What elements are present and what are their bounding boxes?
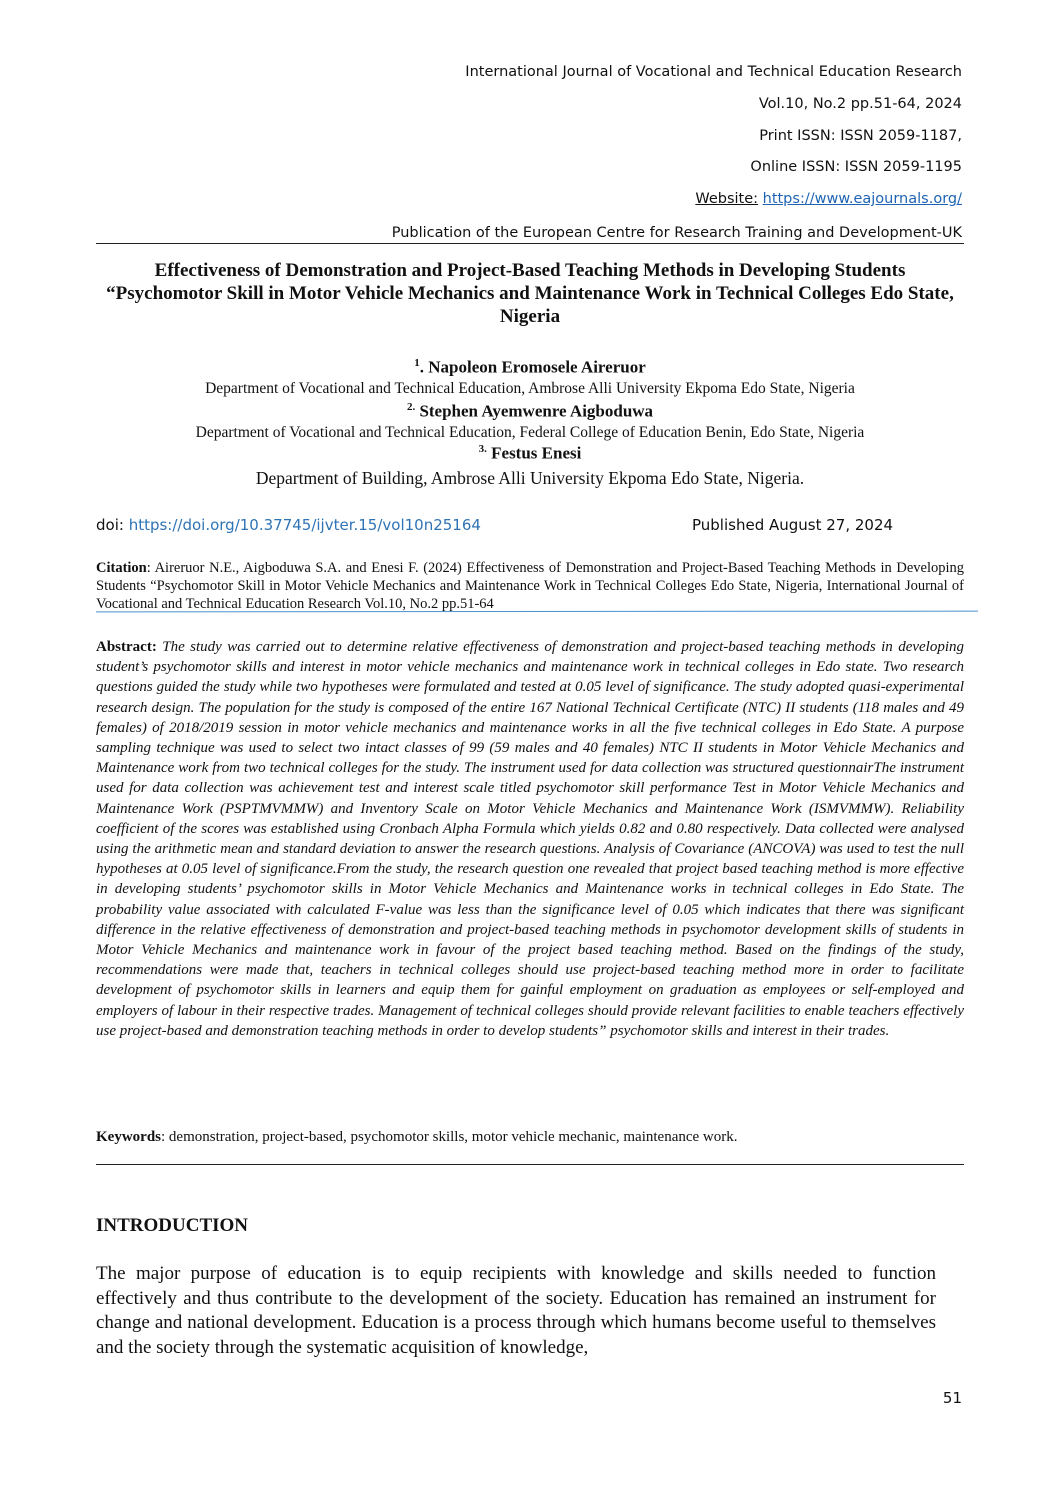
website-line	[695, 191, 962, 207]
website-link[interactable]: https://www.eajournals.org/	[762, 191, 962, 207]
author-1-dept: Department of Vocational and Technical Education, Ambrose Alli University Ekpoma Edo State, Nigeria	[205, 380, 855, 397]
author-1-sep: .	[419, 357, 429, 377]
citation-text: : Aireruor N.E., Aigboduwa S.A. and Enesi F. (2024) Effectiveness of Demonstration and Project-Based Teaching Methods in Developing Students “Psychomotor Skill in Motor Vehicle Mechanics and Maintenance Work in Technical Colleges Edo State, Nigeria, International Journal of Vocational and Technical Education Research Vol.10, No.2 pp.51-64	[96, 560, 964, 612]
author-1-number: 1	[414, 357, 420, 369]
journal-name: International Journal of Vocational and Technical Education Research	[465, 64, 962, 80]
volume-info: Vol.10, No.2 pp.51-64, 2024	[758, 96, 962, 112]
author-1	[96, 357, 964, 378]
author-2	[96, 401, 964, 422]
page-number: 51	[942, 1389, 962, 1407]
author-2-number: 2.	[406, 401, 416, 413]
citation-label: Citation	[96, 560, 147, 576]
doi-link[interactable]: https://doi.org/10.37745/ijvter.15/vol10n25164	[128, 516, 481, 534]
abstract-text: The study was carried out to determine relative effectiveness of demonstration and project-based teaching methods in developing student’s psychomotor skills and interest in motor vehicle mechanics and maintenance work in technical colleges in Edo state. Two research questions guided the study while two hypotheses were formulated and tested at 0.05 level of significance. The study adopted quasi-experimental research design. The population for the study is composed of the entire 167 National Technical Certificate (NTC) II students (118 males and 49 females) of 2018/2019 session in motor vehicle mechanics and maintenance works in all the five technical colleges in Edo State. A purpose sampling technique was used to select two intact classes of 99 (59 males and 40 females) NTC II students in Motor Vehicle Mechanics and Maintenance work from two technical colleges for the study. The instrument used for data collection was structured questionnairThe instrument used for data collection was achievement test and interest scale titled psychomotor skill performance Test in Motor Vehicle Mechanics and Maintenance Work (PSPTMVMMW) and Inventory Scale on Motor Vehicle Mechanics and Maintenance Work (ISMVMMW). Reliability coefficient of the scores was established using Cronbach Alpha Formula which yields 0.82 and 0.80 respectively. Data collected were analysed using the arithmetic mean and standard deviation to answer the research questions. Analysis of Covariance (ANCOVA) was used to test the null hypotheses at 0.05 level of significance.From the study, the research question one revealed that project based teaching method is more effective in developing students’ psychomotor skills in Motor Vehicle Mechanics and Maintenance works in technical colleges in Edo State. The probability value associated with calculated F-value was less than the significance level of 0.05 which indicates that there was significant difference in the relative effectiveness of demonstration and project-based teaching methods in psychomotor development skills of students in Motor Vehicle Mechanics and maintenance work in favour of the project based teaching method. Based on the findings of the study, recommendations were made that, teachers in technical colleges should use project-based teaching method more in order to facilitate development of psychomotor skills in learners and equip them for gainful employment on graduation as employees or self-employed and employers of labour in their respective trades. Management of technical colleges should provide relevant facilities to enable teachers effectively use project-based and demonstration teaching methods in order to develop students” psychomotor skills and interest in their trades.	[96, 639, 965, 1039]
author-3-number: 3.	[478, 443, 487, 455]
introduction-heading: INTRODUCTION	[96, 1215, 249, 1236]
abstract-block	[96, 637, 964, 1041]
publisher-line: Publication of the European Centre for Research Training and Development-UK	[391, 225, 962, 241]
doi-label: doi:	[96, 516, 124, 534]
doi-line	[96, 516, 481, 534]
author-3-name: Festus Enesi	[491, 443, 582, 463]
online-issn: Online ISSN: ISSN 2059-1195	[750, 159, 962, 175]
keywords-text: : demonstration, project-based, psychomotor skills, motor vehicle mechanic, maintenance work.	[161, 1129, 738, 1145]
paper-title: Effectiveness of Demonstration and Project-Based Teaching Methods in Developing Students “Psychomotor Skill in Motor Vehicle Mechanics and Maintenance Work in Technical Colleges Edo State, Nigeria	[106, 260, 954, 327]
citation-block	[96, 559, 964, 613]
author-1-name: Napoleon Eromosele Aireruor	[428, 357, 646, 377]
keywords-block	[96, 1127, 964, 1147]
abstract-label: Abstract:	[96, 639, 157, 655]
print-issn: Print ISSN: ISSN 2059-1187,	[759, 128, 962, 144]
keywords-label: Keywords	[96, 1129, 161, 1145]
published-date: Published August 27, 2024	[692, 516, 894, 534]
header-divider	[96, 243, 964, 244]
introduction-paragraph: The major purpose of education is to equip recipients with knowledge and skills needed to function effectively and thus contribute to the development of the society. Education has remained an instrument for change and national development. Education is a process through which humans become useful to themselves and the society through the systematic acquisition of knowledge,	[96, 1263, 936, 1358]
abstract-divider	[96, 1164, 964, 1165]
website-label: Website:	[695, 191, 759, 207]
author-2-dept: Department of Vocational and Technical Education, Federal College of Education Benin, Edo State, Nigeria	[195, 424, 865, 441]
author-2-name: Stephen Ayemwenre Aigboduwa	[419, 401, 654, 421]
author-3-dept: Department of Building, Ambrose Alli University Ekpoma Edo State, Nigeria.	[255, 468, 805, 488]
author-3	[96, 443, 964, 464]
